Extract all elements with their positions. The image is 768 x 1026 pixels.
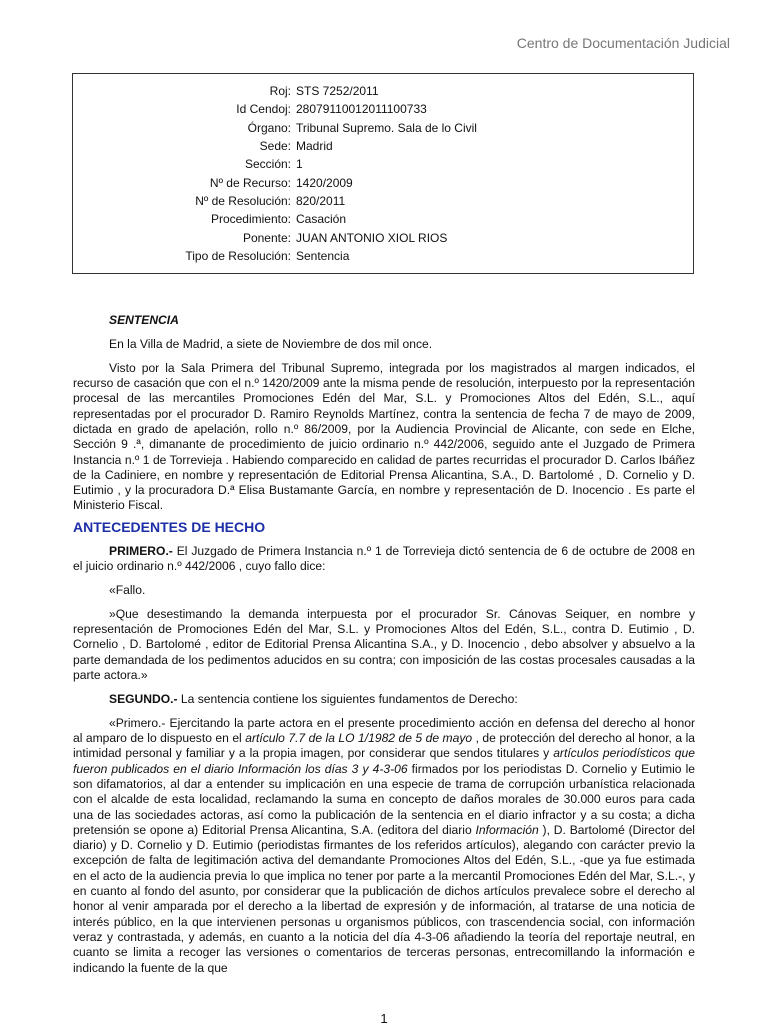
fundamento-primero-paragraph <box>73 716 695 976</box>
meta-row-tipo-resolucion <box>73 248 693 264</box>
meta-value: Sentencia <box>296 249 350 263</box>
segundo-text: La sentencia contiene los siguientes fundamentos de Derecho: <box>177 691 518 706</box>
sentencia-label: SENTENCIA <box>109 313 179 327</box>
fd-text: «Primero.- Ejercitando la parte actora en el presente procedimiento acción en defensa del derecho al honor al amparo de lo dispuesto en el <box>73 715 695 746</box>
meta-row-recurso <box>73 175 693 191</box>
meta-label: Procedimiento: <box>210 212 291 226</box>
meta-row-id-cendoj <box>73 101 693 117</box>
meta-label: Ponente: <box>242 230 291 245</box>
meta-value: 28079110012011100733 <box>296 102 427 116</box>
meta-row-roj <box>73 83 693 99</box>
fallo-text-paragraph: »Que desestimando la demanda interpuesta por el procurador Sr. Cánovas Seiquer, en nombre y representación de Promociones Edén del Mar, S.L. y Promociones Altos del Edén, S.L., contra D. Eutimio , D. Cornelio , D. Bartolomé , editor de Editorial Prensa Alicantina S.A., y D. Inocencio , debo absolver y absuelvo a la parte demandada de los pedimentos aducidos en su contra; con imposición de las costas procesales causadas a la parte actora.» <box>73 606 695 683</box>
meta-value: 1420/2009 <box>296 175 353 190</box>
fallo-paragraph: «Fallo. <box>109 582 146 597</box>
section-heading-antecedentes: ANTECEDENTES DE HECHO <box>73 518 266 535</box>
meta-value: 1 <box>296 157 303 171</box>
primero-text: El Juzgado de Primera Instancia n.º 1 de Torrevieja dictó sentencia de 6 de octubre de 2008 en el juicio ordinario n.º 442/2006 , cuyo fallo dice: <box>73 543 695 574</box>
fd-italic: artículos periodísticos que fueron publicados en el diario Información los días 3 y 4-3-06 <box>73 746 695 776</box>
meta-label: Nº de Resolución: <box>195 194 291 208</box>
meta-label: Órgano: <box>247 120 291 135</box>
meta-label: Sección: <box>244 157 291 171</box>
meta-value: Tribunal Supremo. Sala de lo Civil <box>296 120 477 135</box>
fd-text: firmados por los periodistas D. Cornelio y Eutimio le son difamatorios, al dar a entender su implicación en una especie de trama de corrupción urbanística relacionada con el alcalde de esta localidad, reclamando la suma en concepto de daños morales de 30.000 euros para cada una de las sociedades actoras, así como la publicación de la sentencia en el diario infractor y a su costa; a dicha pretensión se opone a) Editorial Prensa Alicantina, S.A. (editora del diario <box>73 761 695 837</box>
segundo-label: SEGUNDO.- <box>109 691 178 706</box>
visto-paragraph: Visto por la Sala Primera del Tribunal Supremo, integrada por los magistrados al margen indicados, el recurso de casación que con el n.º 1420/2009 ante la misma pende de resolución, interpuesto por la representación procesal de las mercantiles Promociones Edén del Mar, S.L. y Promociones Altos del Edén, S.L., aquí representadas por el procurador D. Ramiro Reynolds Martínez, contra la sentencia de fecha 7 de mayo de 2009, dictada en grado de apelación, rollo n.º 86/2009, por la Audiencia Provincial de Alicante, con sede en Elche, Sección 9 .ª, dimanante de procedimiento de juicio ordinario n.º 442/2006, seguido ante el Juzgado de Primera Instancia n.º 1 de Torrevieja . Habiendo comparecido en calidad de partes recurridas el procurador D. Carlos Ibáñez de la Cadiniere, en nombre y representación de Editorial Prensa Alicantina, S.A., D. Bartolomé , D. Cornelio y D. Eutimio , y la procuradora D.ª Elisa Bustamante García, en nombre y representación de D. Inocencio . Es parte el Ministerio Fiscal. <box>73 360 695 513</box>
meta-row-ponente <box>73 230 693 246</box>
meta-label: Sede: <box>259 139 291 153</box>
meta-value: 820/2011 <box>296 194 346 208</box>
primero-paragraph <box>73 544 695 575</box>
meta-label: Nº de Recurso: <box>209 175 291 190</box>
meta-value: Madrid <box>296 139 333 153</box>
fd-text: , de protección del derecho al honor, a la intimidad personal y familiar y a la propia imagen, por considerar que sendos titulares y <box>73 731 695 761</box>
meta-label: Id Cendoj: <box>236 102 291 116</box>
meta-row-seccion <box>73 156 693 172</box>
meta-label: Tipo de Resolución: <box>185 249 291 263</box>
meta-label: Roj: <box>269 84 291 98</box>
fd-text: ), D. Bartolomé (Director del diario) y D. Cornelio y D. Eutimio (periodistas firmantes de los referidos artículos), alegando con carácter previo la excepción de falta de legitimación activa del demandante Promociones Altos del Edén, S.L., -que ya fue estimada en el acto de la audiencia previa lo que implica no tener por parte a la mercantil Promociones Edén del Mar, S.L.-, y en cuanto al fondo del asunto, por considerar que la publicación de dichos artículos prevalece sobre el derecho al honor al venir amparada por el derecho a la libertad de expresión y de información, al tratarse de una noticia de interés público, en la que intervienen personas u organismos públicos, con trascendencia social, con información veraz y contrastada, y además, en cuanto a la noticia del día 4-3-06 añadiendo la teoría del reportaje neutral, en cuanto se limita a recoger las versiones o comentarios de terceras personas, entrecomillando la información e indicando la fuente de la que <box>73 822 695 975</box>
fd-italic: Información <box>475 822 539 837</box>
meta-value: JUAN ANTONIO XIOL RIOS <box>296 230 448 245</box>
meta-row-procedimiento <box>73 211 693 227</box>
metadata-box <box>72 73 694 274</box>
meta-row-sede <box>73 138 693 154</box>
meta-value: Casación <box>296 212 347 226</box>
meta-row-resolucion <box>73 193 693 209</box>
segundo-paragraph <box>73 692 695 707</box>
meta-value: STS 7252/2011 <box>296 84 379 98</box>
document-body <box>73 313 695 984</box>
page-number: 1 <box>380 1011 388 1026</box>
sentencia-paragraph <box>73 313 695 328</box>
primero-label: PRIMERO.- <box>109 543 173 558</box>
intro-paragraph: En la Villa de Madrid, a siete de Noviembre de dos mil once. <box>109 336 433 351</box>
meta-row-organo <box>73 120 693 136</box>
fd-italic: artículo 7.7 de la LO 1/1982 de 5 de mayo <box>245 731 473 746</box>
header-organization: Centro de Documentación Judicial <box>516 35 730 51</box>
